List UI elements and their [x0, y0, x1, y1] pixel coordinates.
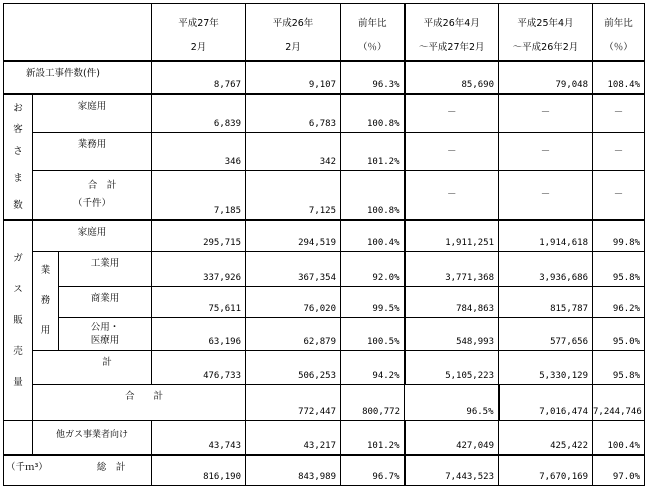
- group-char: 用: [40, 324, 51, 336]
- table-row: [4, 171, 645, 220]
- cell: 577,656: [499, 317, 593, 350]
- cell: 99.8%: [593, 220, 645, 251]
- cell: 816,190: [152, 455, 246, 485]
- cell: 96.3%: [341, 61, 405, 94]
- cell: 6,783: [246, 94, 341, 132]
- cell: －: [499, 94, 593, 132]
- cell: 294,519: [246, 220, 341, 251]
- cell: 843,989: [246, 455, 341, 485]
- cell: 7,244,746: [593, 384, 645, 420]
- table-row: [4, 455, 645, 485]
- row-label: 他ガス事業者向け: [33, 420, 152, 455]
- row-label: 合 計: [33, 384, 246, 420]
- group-char: お: [13, 103, 23, 114]
- cell: 295,715: [152, 220, 246, 251]
- label-line1: 公用・: [90, 321, 120, 333]
- unit-label: （千ｍ³）: [6, 462, 48, 473]
- cell: －: [405, 132, 499, 170]
- cell: 63,196: [152, 317, 246, 350]
- cell: 101.2%: [341, 420, 405, 455]
- cell: 7,443,523: [405, 455, 499, 485]
- cell: 3,936,686: [499, 251, 593, 286]
- cell: 100.4%: [593, 420, 645, 455]
- group-char: ス: [13, 283, 23, 295]
- cell: －: [593, 171, 645, 220]
- cell: 1,914,618: [499, 220, 593, 251]
- gas-statistics-table: [3, 3, 645, 486]
- cell: 43,217: [246, 420, 341, 455]
- group-char: 業: [40, 264, 51, 276]
- cell: 108.4%: [593, 61, 645, 94]
- table-row: [4, 251, 645, 286]
- cell: 94.2%: [341, 350, 405, 384]
- cell: －: [405, 94, 499, 132]
- cell: 96.2%: [593, 286, 645, 317]
- cell: 772,447: [246, 384, 341, 420]
- row-label: [59, 317, 152, 350]
- cell: 79,048: [499, 61, 593, 94]
- cell: －: [593, 132, 645, 170]
- group-char: 務: [40, 294, 51, 306]
- label-line2: 医療用: [90, 334, 120, 346]
- cell: 95.8%: [593, 251, 645, 286]
- table-row: [4, 94, 645, 132]
- header-col5-line2: ～平成26年2月: [512, 42, 579, 53]
- header-col2: [246, 4, 341, 62]
- header-col3-line1: 前年比: [357, 18, 387, 29]
- table-row: [4, 220, 645, 251]
- header-col1: [152, 4, 246, 62]
- cell: 548,993: [405, 317, 499, 350]
- cell: 815,787: [499, 286, 593, 317]
- table-row: [4, 61, 645, 94]
- row-label: 家庭用: [33, 94, 152, 132]
- cell: 425,422: [499, 420, 593, 455]
- cell: 3,771,368: [405, 251, 499, 286]
- table-row: [4, 286, 645, 317]
- group-char: 販: [13, 314, 23, 326]
- header-col2-line2: 2月: [285, 42, 301, 53]
- cell: 1,911,251: [405, 220, 499, 251]
- group-char: 数: [13, 200, 23, 211]
- cell: 76,020: [246, 286, 341, 317]
- header-col4: [405, 4, 499, 62]
- total-label: 合 計: [87, 180, 117, 192]
- cell: 95.8%: [593, 350, 645, 384]
- row-label: 計: [33, 350, 152, 384]
- cell: 8,767: [152, 61, 246, 94]
- header-col4-line2: ～平成27年2月: [418, 42, 485, 53]
- table-row: [4, 132, 645, 170]
- cell: 43,743: [152, 420, 246, 455]
- row-label: 新設工事件数(件): [4, 61, 152, 94]
- cell: 99.5%: [341, 286, 405, 317]
- cell: 337,926: [152, 251, 246, 286]
- group-char: ま: [13, 173, 23, 184]
- grand-total-label: 総 計: [96, 462, 126, 473]
- cell: 367,354: [246, 251, 341, 286]
- cell: 100.4%: [341, 220, 405, 251]
- cell: 5,105,223: [405, 350, 499, 384]
- cell: 784,863: [405, 286, 499, 317]
- header-col1-line2: 2月: [190, 42, 207, 53]
- table-row: [4, 420, 645, 455]
- cell: 7,185: [152, 171, 246, 220]
- cell: 95.0%: [593, 317, 645, 350]
- cell: 62,879: [246, 317, 341, 350]
- row-label: 業務用: [33, 132, 152, 170]
- header-col1-line1: 平成27年: [178, 18, 219, 29]
- cell: 5,330,129: [499, 350, 593, 384]
- cell: 96.5%: [405, 384, 499, 420]
- cell: －: [593, 94, 645, 132]
- cell: 85,690: [405, 61, 499, 94]
- cell: 7,125: [246, 171, 341, 220]
- cell: －: [499, 132, 593, 170]
- cell: 427,049: [405, 420, 499, 455]
- cell: 346: [152, 132, 246, 170]
- header-blank: [4, 4, 152, 62]
- cell: 800,772: [341, 384, 405, 420]
- cell: －: [499, 171, 593, 220]
- header-col6-line2: （％）: [604, 42, 633, 53]
- unit-label: （千件）: [72, 198, 111, 210]
- cell: 7,670,169: [499, 455, 593, 485]
- business-group-label: [33, 251, 59, 350]
- group-char: さ: [13, 146, 23, 157]
- header-col2-line1: 平成26年: [272, 18, 314, 29]
- cell: 101.2%: [341, 132, 405, 170]
- cell: 342: [246, 132, 341, 170]
- group-char: 客: [13, 124, 23, 135]
- cell: 100.8%: [341, 94, 405, 132]
- group-char: 量: [13, 376, 23, 388]
- header-col5-line1: 平成25年4月: [517, 18, 574, 29]
- header-col4-line1: 平成26年4月: [423, 18, 480, 29]
- row-label: 工業用: [59, 251, 152, 286]
- table-row: [4, 384, 645, 420]
- row-label: 家庭用: [33, 220, 152, 251]
- group-char: 売: [13, 345, 23, 357]
- row-label: [4, 455, 152, 485]
- header-col5: [499, 4, 593, 62]
- header-row: [4, 4, 645, 62]
- gas-sales-group-label: [4, 220, 33, 420]
- cell: 476,733: [152, 350, 246, 384]
- row-label: [33, 171, 152, 220]
- cell: 7,016,474: [499, 384, 593, 420]
- row-label: 商業用: [59, 286, 152, 317]
- table-row: [4, 317, 645, 350]
- header-col6: [593, 4, 645, 62]
- cell: 96.7%: [341, 455, 405, 485]
- cell: －: [405, 171, 499, 220]
- cell: 100.8%: [341, 171, 405, 220]
- header-col3: [341, 4, 405, 62]
- cell: 97.0%: [593, 455, 645, 485]
- header-col6-line1: 前年比: [604, 18, 633, 29]
- table-row: [4, 350, 645, 384]
- cell: 6,839: [152, 94, 246, 132]
- cell: 506,253: [246, 350, 341, 384]
- blank-cell: [4, 420, 33, 455]
- cell: 100.5%: [341, 317, 405, 350]
- group-char: ガ: [13, 252, 23, 264]
- customers-group-label: [4, 94, 33, 220]
- cell: 92.0%: [341, 251, 405, 286]
- cell: 75,611: [152, 286, 246, 317]
- cell: 9,107: [246, 61, 341, 94]
- header-col3-line2: （％）: [357, 42, 387, 53]
